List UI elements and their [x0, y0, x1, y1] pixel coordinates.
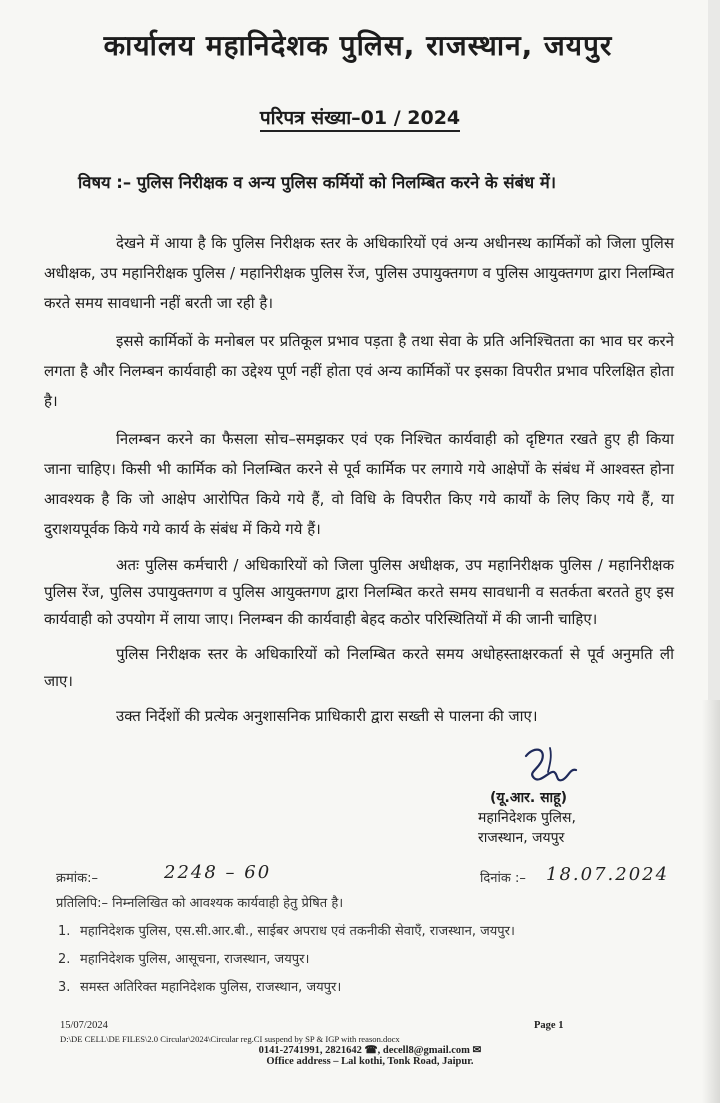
- copy-intro: प्रतिलिपि:– निम्नलिखित को आवश्यक कार्यवाही हेतु प्रेषित है।: [56, 896, 344, 911]
- signatory-designation: महानिदेशक पुलिस,: [478, 810, 576, 826]
- copy-list: [56, 920, 686, 1000]
- list-item: [56, 976, 686, 1000]
- kramank-value: 2248 – 60: [164, 862, 272, 883]
- list-item-text: समस्त अतिरिक्त महानिदेशक पुलिस, राजस्थान, जयपुर।: [80, 980, 342, 995]
- page-number: Page 1: [534, 1020, 564, 1031]
- date-label: दिनांक :–: [480, 871, 526, 886]
- letter-body: [44, 228, 674, 738]
- signature-block: [478, 788, 678, 848]
- footer-top-row: [60, 1020, 680, 1034]
- subject-line: विषय :– पुलिस निरीक्षक व अन्य पुलिस कर्मियों को निलम्बित करने के संबंध में।: [78, 173, 557, 192]
- circular-number: [0, 104, 720, 130]
- list-item-number: 1.: [58, 924, 71, 939]
- list-item-text: महानिदेशक पुलिस, एस.सी.आर.बी., साईबर अपराध एवं तकनीकी सेवाएँ, राजस्थान, जयपुर।: [80, 924, 515, 939]
- office-address: Office address – Lal kothi, Tonk Road, Jaipur.: [266, 1056, 474, 1067]
- list-item-number: 3.: [58, 980, 71, 995]
- dispatch-row: [56, 862, 686, 892]
- page-footer: [60, 1020, 680, 1067]
- list-item: [56, 948, 686, 972]
- date-value: 18.07.2024: [546, 864, 670, 885]
- circular-number-text: परिपत्र संख्या–01 / 2024: [260, 107, 460, 132]
- list-item-number: 2.: [58, 952, 71, 967]
- paragraph-1: देखने में आया है कि पुलिस निरीक्षक स्तर के अधिकारियों एवं अन्य अधीनस्थ कार्मिकों को जिला पुलिस अधीक्षक, उप महानिरीक्षक पुलिस / महानिरीक्षक पुलिस रेंज, पुलिस उपायुक्तगण व पुलिस आयुक्तगण द्वारा निलम्बित करते समय सावधानी नहीं बरती जा रही है।: [44, 234, 674, 312]
- contact-line: 0141-2741991, 2821642 ☎, decell8@gmail.com ✉: [258, 1045, 482, 1056]
- print-date: 15/07/2024: [60, 1020, 108, 1031]
- signatory-location: राजस्थान, जयपुर: [478, 830, 565, 846]
- paragraph-2: इससे कार्मिकों के मनोबल पर प्रतिकूल प्रभाव पड़ता है तथा सेवा के प्रति अनिश्चितता का भाव घर करने लगता है और निलम्बन कार्यवाही का उद्देश्य पूर्ण नहीं होता एवं अन्य कार्मिकों पर इसका विपरीत प्रभाव परिलक्षित होता है।: [44, 332, 674, 410]
- dispatch-section: [56, 862, 686, 1004]
- paragraph-5: पुलिस निरीक्षक स्तर के अधिकारियों को निलम्बित करते समय अधोहस्ताक्षरकर्ता से पूर्व अनुमति ली जाए।: [44, 645, 674, 690]
- signatory-name: (यू.आर. साहू): [490, 790, 567, 806]
- paragraph-4: अतः पुलिस कर्मचारी / अधिकारियों को जिला पुलिस अधीक्षक, उप महानिरीक्षक पुलिस / महानिरीक्षक पुलिस रेंज, पुलिस उपायुक्तगण व पुलिस आयुक्तगण द्वारा निलम्बित करते समय सावधानी व सतर्कता बरतते हुए इस कार्यवाही को उपयोग में लाया जाए। निलम्बन की कार्यवाही बेहद कठोर परिस्थितियों में की जानी चाहिए।: [44, 556, 674, 628]
- list-item: [56, 920, 686, 944]
- handwritten-signature: [520, 742, 580, 788]
- file-path: D:\DE CELL\DE FILES\2.0 Circular\2024\Circular reg.CI suspend by SP & IGP with reason.docx: [60, 1034, 400, 1044]
- paragraph-3: निलम्बन करने का फैसला सोच–समझकर एवं एक निश्चित कार्यवाही को दृष्टिगत रखते हुए ही किया जाना चाहिए। किसी भी कार्मिक को निलम्बित करने से पूर्व कार्मिक पर लगाये गये आक्षेपों के संबंध में आश्वस्त होना आवश्यक है कि जो आक्षेप आरोपित किये गये हैं, वो विधि के विपरीत किए गये कार्यों के लिए किए गये हैं, या दुराशयपूर्वक किये गये कार्य के संबंध में किये गये हैं।: [44, 430, 674, 538]
- kramank-label: क्रमांक:–: [56, 871, 98, 886]
- office-header: कार्यालय महानिदेशक पुलिस, राजस्थान, जयपुर: [103, 29, 613, 62]
- paragraph-6: उक्त निर्देशों की प्रत्येक अनुशासनिक प्राधिकारी द्वारा सख्ती से पालना की जाए।: [116, 707, 538, 725]
- list-item-text: महानिदेशक पुलिस, आसूचना, राजस्थान, जयपुर।: [80, 952, 310, 967]
- page-edge-shadow: [702, 700, 720, 1103]
